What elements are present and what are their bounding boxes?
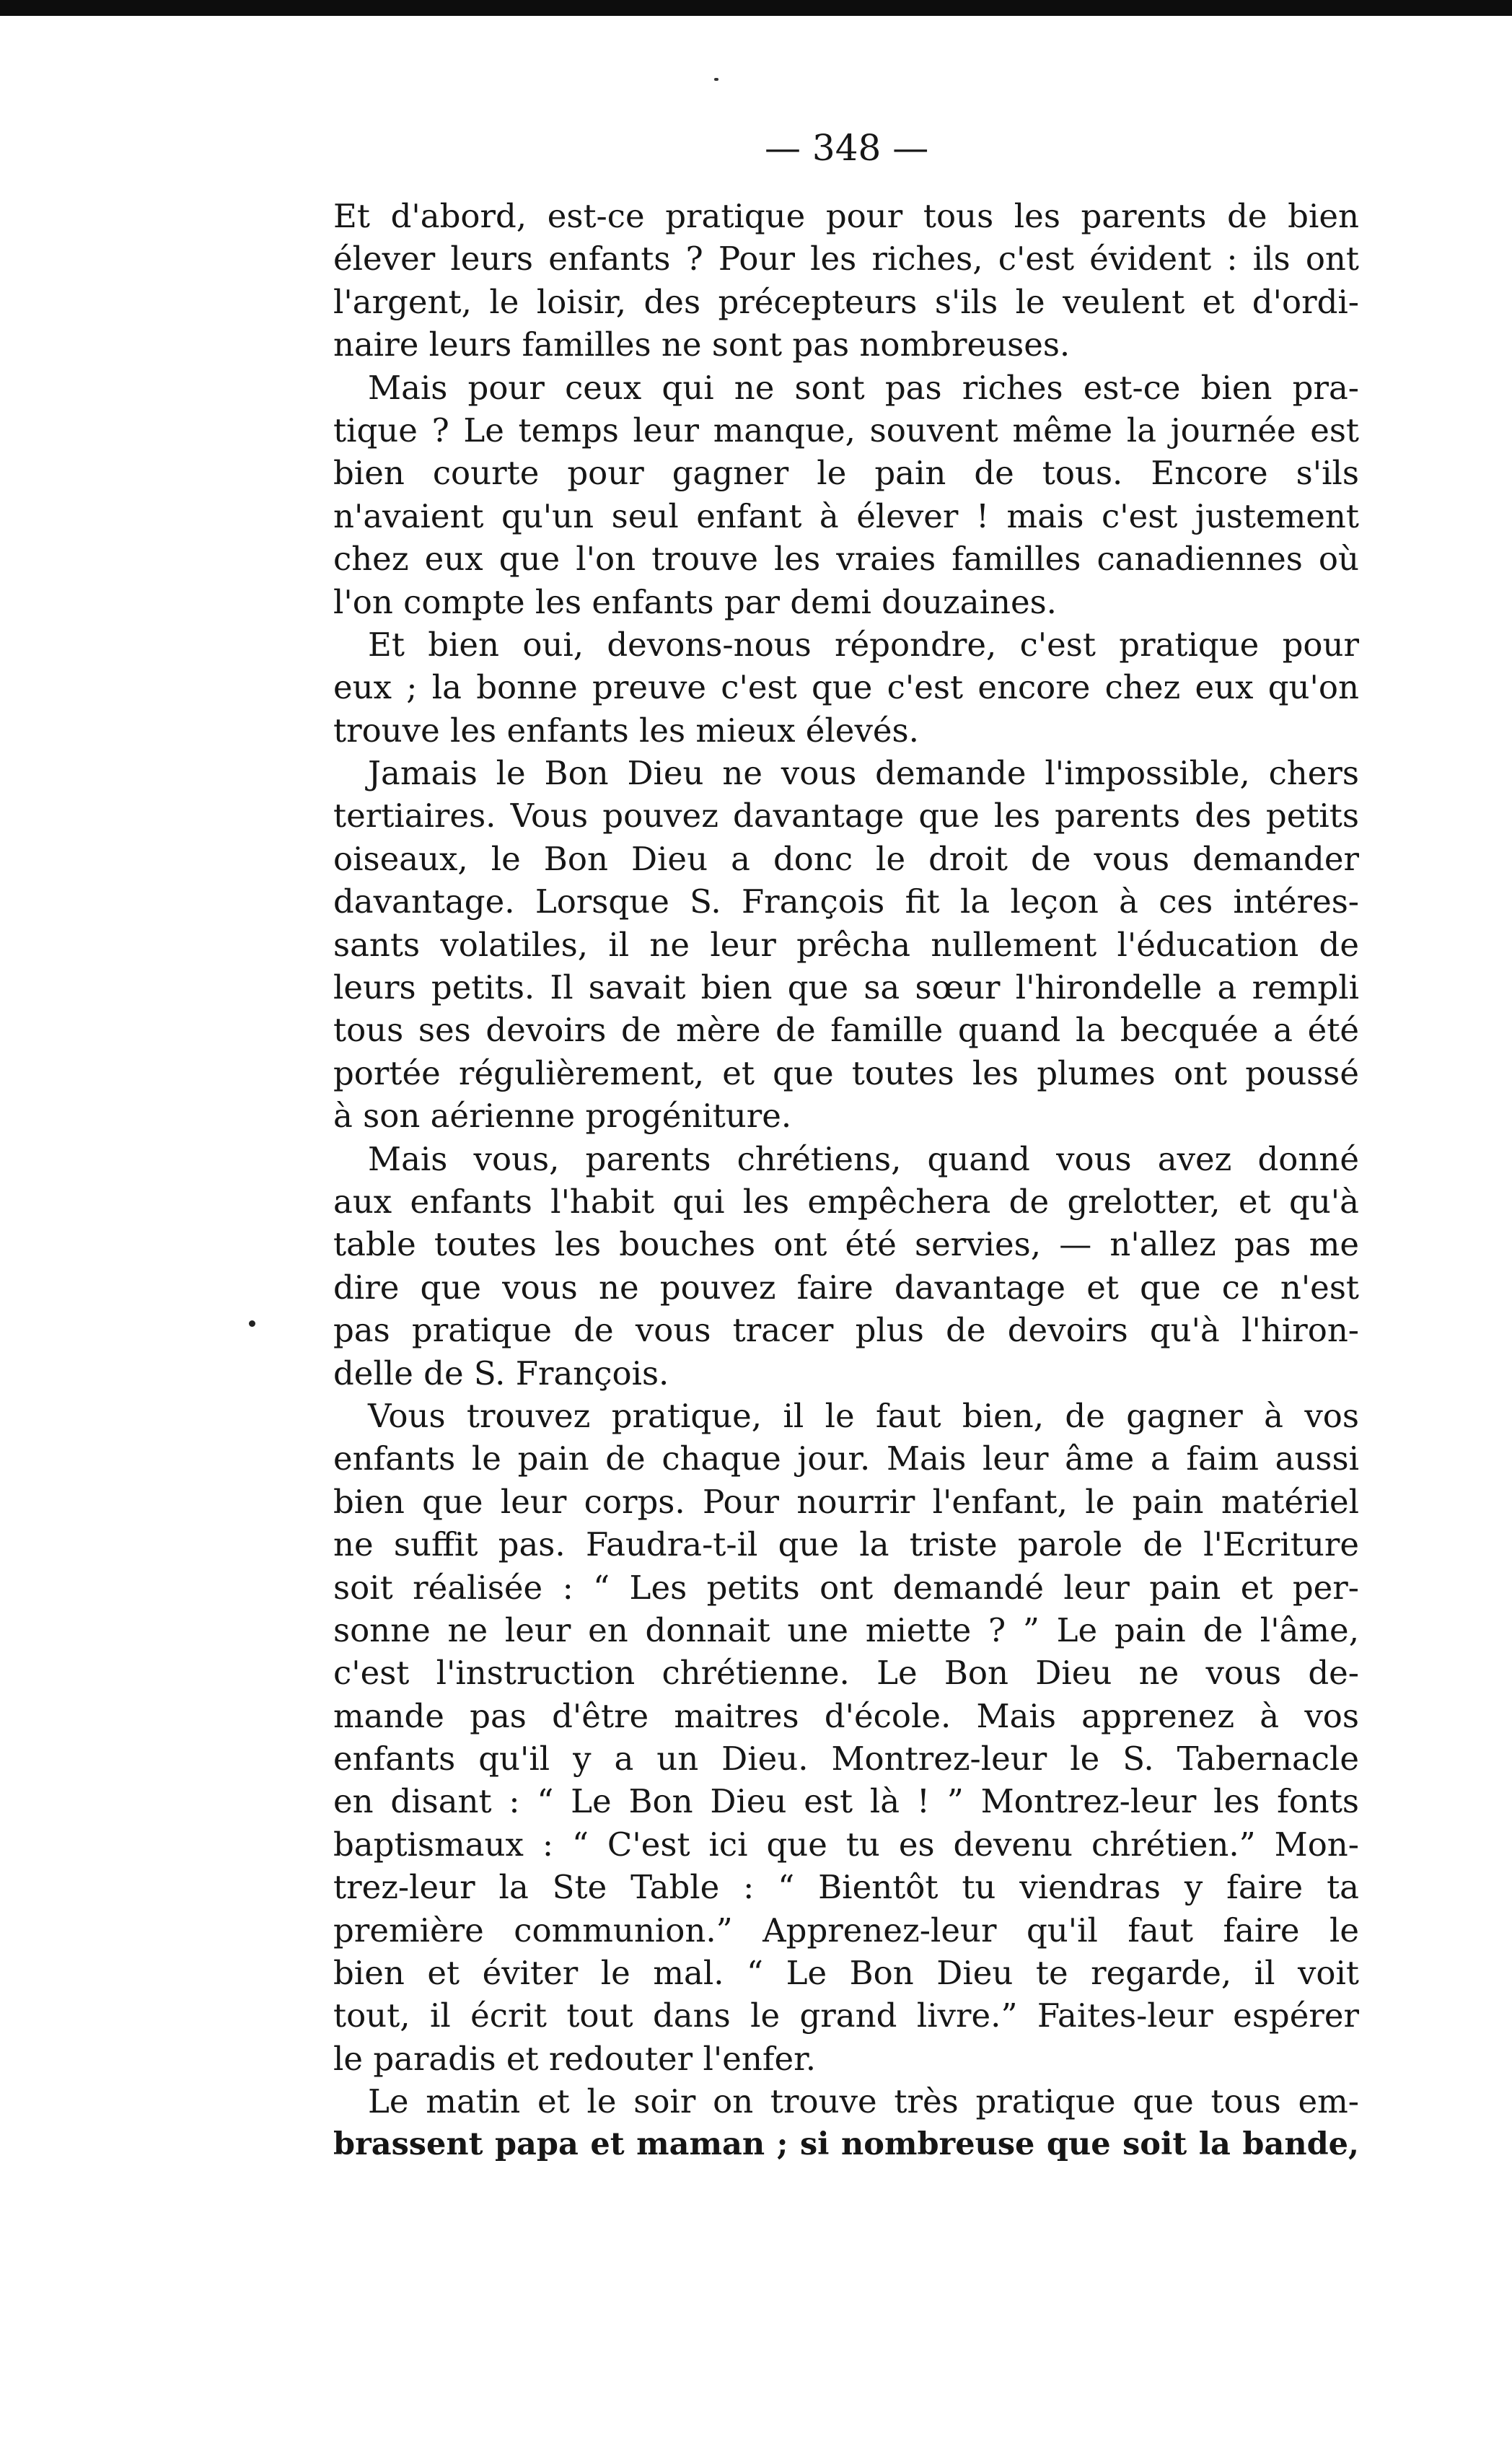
text-line: naire leurs familles ne sont pas nombreuses. — [333, 325, 1071, 364]
text-line: chez eux que l'on trouve les vraies familles canadiennes où — [333, 540, 1359, 579]
text-line: l'argent, le loisir, des précepteurs s'ils le veulent et d'ordi- — [333, 282, 1359, 321]
text-line: sonne ne leur en donnait une miette ? ” Le pain de l'âme, — [333, 1610, 1359, 1649]
text-line: Mais vous, parents chrétiens, quand vous avez donné — [368, 1139, 1359, 1178]
text-line: Et bien oui, devons-nous répondre, c'est pratique pour — [368, 625, 1359, 664]
text-line: Jamais le Bon Dieu ne vous demande l'impossible, chers — [368, 754, 1359, 793]
text-line: première communion.” Apprenez-leur qu'il faut faire le — [333, 1911, 1359, 1950]
text-line: leurs petits. Il savait bien que sa sœur l'hirondelle a rempli — [333, 968, 1359, 1007]
text-line: enfants qu'il y a un Dieu. Montrez-leur le S. Tabernacle — [333, 1740, 1359, 1779]
text-line: pas pratique de vous tracer plus de devoirs qu'à l'hiron- — [333, 1311, 1359, 1350]
text-line: eux ; la bonne preuve c'est que c'est encore chez eux qu'on — [333, 668, 1359, 707]
text-line: à son aérienne progéniture. — [333, 1097, 792, 1136]
scan-speck — [714, 78, 718, 81]
text-line: Le matin et le soir on trouve très pratique que tous em- — [368, 2082, 1359, 2121]
text-line: delle de S. François. — [333, 1354, 669, 1393]
text-line: trouve les enfants les mieux élevés. — [333, 711, 919, 750]
text-line: portée régulièrement, et que toutes les plumes ont poussé — [333, 1053, 1359, 1092]
text-line: Et d'abord, est-ce pratique pour tous les parents de bien — [333, 197, 1359, 235]
text-line: bien et éviter le mal. “ Le Bon Dieu te regarde, il voit — [333, 1954, 1359, 1993]
text-line: élever leurs enfants ? Pour les riches, c'est évident : ils ont — [333, 240, 1359, 279]
text-line: bien que leur corps. Pour nourrir l'enfant, le pain matériel — [333, 1482, 1359, 1521]
text-line: dire que vous ne pouvez faire davantage et que ce n'est — [333, 1268, 1359, 1307]
text-line: le paradis et redouter l'enfer. — [333, 2039, 817, 2078]
text-line: mande pas d'être maitres d'école. Mais apprenez à vos — [333, 1696, 1359, 1735]
top-scan-border — [0, 0, 1512, 16]
text-line: davantage. Lorsque S. François fit la leçon à ces intéres- — [333, 882, 1359, 921]
margin-mark — [249, 1320, 255, 1327]
text-line: tique ? Le temps leur manque, souvent même la journée est — [333, 411, 1359, 449]
body-text — [333, 195, 1359, 2166]
text-line: bien courte pour gagner le pain de tous. Encore s'ils — [333, 454, 1359, 493]
text-line: baptismaux : “ C'est ici que tu es devenu chrétien.” Mon- — [333, 1825, 1359, 1864]
text-line: trez-leur la Ste Table : “ Bientôt tu viendras y faire ta — [333, 1868, 1359, 1907]
text-line: Vous trouvez pratique, il le faut bien, de gagner à vos — [368, 1396, 1359, 1435]
text-line: enfants le pain de chaque jour. Mais leur âme a faim aussi — [333, 1439, 1359, 1478]
text-line: aux enfants l'habit qui les empêchera de grelotter, et qu'à — [333, 1182, 1359, 1221]
text-line: l'on compte les enfants par demi douzaines. — [333, 582, 1057, 621]
page-number: — 348 — — [765, 127, 929, 169]
text-line: oiseaux, le Bon Dieu a donc le droit de vous demander — [333, 839, 1359, 878]
text-line: soit réalisée : “ Les petits ont demandé leur pain et per- — [333, 1568, 1359, 1607]
text-line: Mais pour ceux qui ne sont pas riches est-ce bien pra- — [368, 368, 1359, 407]
text-line: ne suffit pas. Faudra-t-il que la triste parole de l'Ecriture — [333, 1525, 1359, 1564]
text-line: brassent papa et maman ; si nombreuse que soit la bande, — [333, 2126, 1359, 2162]
text-line: tertiaires. Vous pouvez davantage que les parents des petits — [333, 797, 1359, 836]
text-line: tous ses devoirs de mère de famille quand la becquée a été — [333, 1011, 1359, 1050]
text-line: c'est l'instruction chrétienne. Le Bon Dieu ne vous de- — [333, 1654, 1359, 1693]
text-line: sants volatiles, il ne leur prêcha nullement l'éducation de — [333, 925, 1359, 964]
text-line: n'avaient qu'un seul enfant à élever ! mais c'est justement — [333, 496, 1359, 535]
text-line: table toutes les bouches ont été servies, — n'allez pas me — [333, 1225, 1359, 1264]
text-line: tout, il écrit tout dans le grand livre.” Faites-leur espérer — [333, 1996, 1359, 2035]
text-line: en disant : “ Le Bon Dieu est là ! ” Montrez-leur les fonts — [333, 1782, 1359, 1821]
